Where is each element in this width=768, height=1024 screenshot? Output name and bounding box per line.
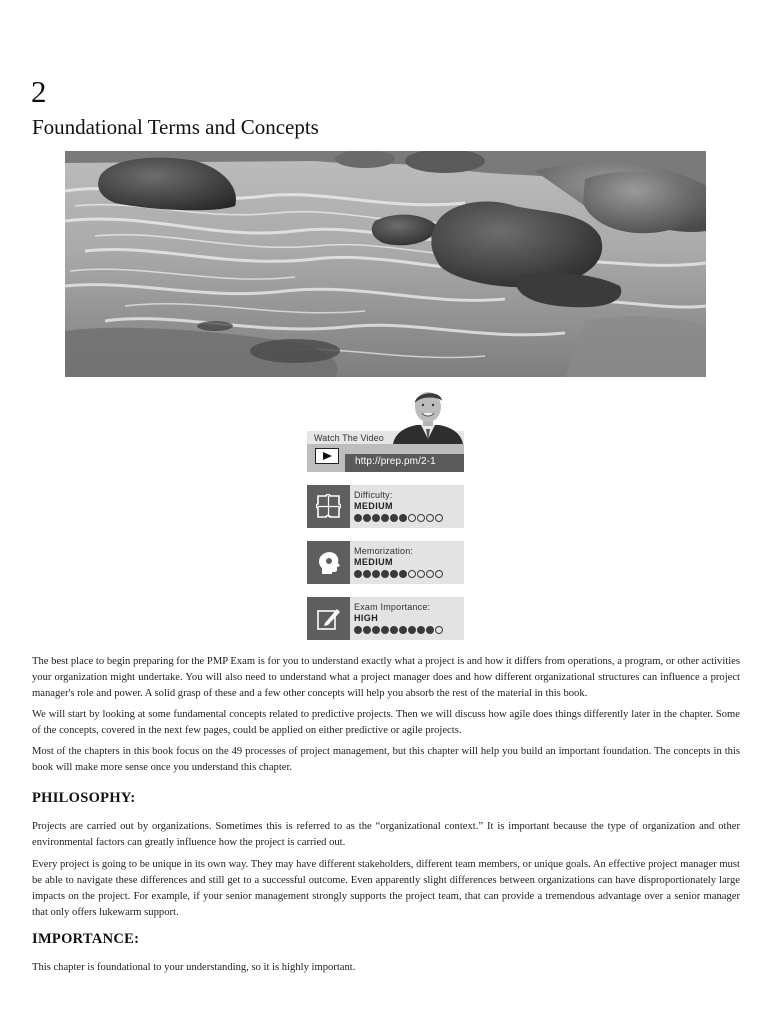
rating-dot-filled [390, 626, 398, 634]
play-icon [316, 449, 338, 463]
philosophy-paragraph: Every project is going to be unique in its own way. They may have different stakeholders, different team members, or unique goals. An effective project manager must be able to navigate these differences and still get to a successful outcome. Even apparently slight differences between organizations can have disproportionately large impacts on the project. For example, if your senior management strongly supports the project team, that can provide a tremendous advantage over a senior manager that only offers lukewarm support. [32, 859, 740, 918]
rating-dot-empty [435, 626, 443, 634]
chapter-hero-photo [65, 151, 706, 377]
pencil-note-icon [316, 606, 341, 631]
rating-dot-filled [363, 514, 371, 522]
rating-dot-empty [435, 570, 443, 578]
rating-dot-filled [354, 626, 362, 634]
rating-level: MEDIUM [354, 501, 393, 511]
rating-dot-empty [417, 514, 425, 522]
rating-dot-filled [390, 514, 398, 522]
intro-paragraph: The best place to begin preparing for the PMP Exam is for you to understand exactly what a project is and how it differs from operations, a program, or other activities your organization might undertake. You will also need to understand what a project manager does and how different organizational structures can influence a project manager's role and power. A solid grasp of these and a few other concepts will help you absorb the rest of the material in this book. [32, 656, 740, 699]
rating-dot-filled [372, 626, 380, 634]
rating-dot-filled [363, 626, 371, 634]
rating-dot-filled [417, 626, 425, 634]
watch-video-label: Watch The Video [314, 433, 384, 443]
rating-dot-empty [408, 570, 416, 578]
rating-level: HIGH [354, 613, 379, 623]
rating-level: MEDIUM [354, 557, 393, 567]
watch-video-card[interactable] [307, 389, 464, 472]
rating-dot-empty [426, 570, 434, 578]
head-icon [316, 550, 341, 575]
difficulty-rating-card [307, 485, 464, 528]
rating-dot-filled [363, 570, 371, 578]
rating-dot-empty [435, 514, 443, 522]
rating-dot-filled [354, 570, 362, 578]
memorization-icon-box [307, 541, 350, 584]
rating-label: Difficulty: [354, 490, 393, 500]
rating-label: Exam Importance: [354, 602, 431, 612]
intro-paragraph: Most of the chapters in this book focus on the 49 processes of project management, but this chapter will help you build an important foundation. The concepts in this book will make more sense once you understand this chapter. [32, 746, 740, 773]
rating-dot-filled [399, 626, 407, 634]
presenter-photo [391, 389, 464, 444]
philosophy-paragraph: Projects are carried out by organizations. Sometimes this is referred to as the “organizational context.” It is important because the type of organization and other environmental factors can greatly influence how the project is carried out. [32, 821, 740, 848]
rating-dot-filled [381, 570, 389, 578]
rating-dot-empty [408, 514, 416, 522]
chapter-title: Foundational Terms and Concepts [32, 115, 319, 139]
rating-dot-empty [417, 570, 425, 578]
rating-dots [354, 570, 443, 580]
rating-dot-empty [426, 514, 434, 522]
importance-paragraph: This chapter is foundational to your understanding, so it is highly important. [32, 962, 356, 973]
philosophy-heading: PHILOSOPHY: [32, 790, 136, 806]
video-url-link[interactable]: http://prep.pm/2-1 [355, 456, 436, 467]
importance-heading: IMPORTANCE: [32, 931, 140, 947]
puzzle-icon [316, 494, 341, 519]
rating-dot-filled [399, 514, 407, 522]
play-button[interactable] [315, 448, 339, 464]
rating-dot-filled [381, 514, 389, 522]
exam-importance-icon-box [307, 597, 350, 640]
memorization-rating-card [307, 541, 464, 584]
rating-label: Memorization: [354, 546, 414, 556]
rating-dot-filled [372, 570, 380, 578]
chapter-number: 2 [31, 74, 47, 109]
rating-dot-filled [408, 626, 416, 634]
rating-dot-filled [354, 514, 362, 522]
exam-importance-rating-card [307, 597, 464, 640]
rating-dot-filled [426, 626, 434, 634]
difficulty-icon-box [307, 485, 350, 528]
rating-dot-filled [381, 626, 389, 634]
rating-dot-filled [399, 570, 407, 578]
intro-paragraph: We will start by looking at some fundamental concepts related to predictive projects. Then we will discuss how agile does things differently later in the chapter. Some of the concepts, covered in the next few pages, could be applied on either predictive or agile projects. [32, 709, 740, 736]
rating-dots [354, 626, 443, 636]
rating-dot-filled [390, 570, 398, 578]
rating-dots [354, 514, 443, 524]
rating-dot-filled [372, 514, 380, 522]
